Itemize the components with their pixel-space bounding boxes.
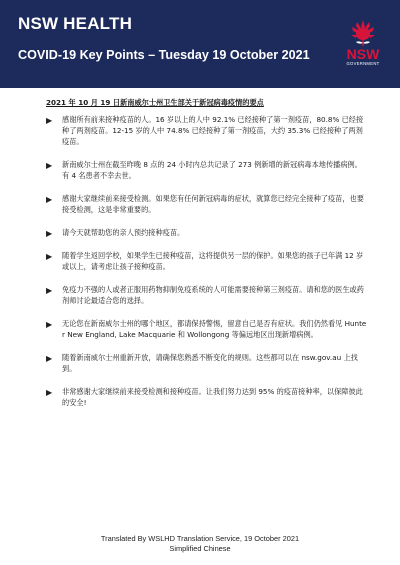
language-label: Simplified Chinese [169, 544, 231, 553]
key-points-list [46, 114, 368, 420]
header-banner [0, 0, 400, 88]
bullet-arrow-icon: ▶ [46, 229, 53, 238]
bullet-arrow-icon: ▶ [46, 252, 53, 261]
nsw-government-logo [340, 18, 386, 76]
logo-subtitle: GOVERNMENT [346, 61, 380, 66]
list-item [46, 159, 368, 181]
bullet-arrow-icon: ▶ [46, 388, 53, 397]
point-text: 随着新南威尔士州重新开放，请确保您熟悉不断变化的规则。这些都可以在 nsw.gov.au 上找到。 [62, 353, 358, 373]
list-item [46, 114, 368, 147]
point-text: 请今天就帮助您的亲人预约接种疫苗。 [62, 228, 185, 237]
bullet-arrow-icon: ▶ [46, 320, 53, 329]
list-item [46, 284, 368, 306]
point-text: 感谢所有前来接种疫苗的人。16 岁以上的人中 92.1% 已经接种了第一剂疫苗，80.8% 已经接种了两剂疫苗。12-15 岁的人中 74.8% 已经接种了第一剂疫苗，大约 35.3% 已经接种了两剂疫苗。 [62, 115, 364, 146]
list-item [46, 318, 368, 340]
logo-wordmark: NSW [346, 46, 380, 62]
point-text: 免疫力不强的人或者正服用药物抑制免疫系统的人可能需要接种第三剂疫苗。请和您的医生或药剂师讨论最适合您的选择。 [62, 285, 364, 305]
org-name: NSW HEALTH [18, 14, 133, 33]
point-text: 随着学生返回学校，如果学生已接种疫苗，这将提供另一层的保护。如果您的孩子已年满 12 岁或以上，请考虑让孩子接种疫苗。 [62, 251, 364, 271]
bullet-arrow-icon: ▶ [46, 116, 53, 125]
bullet-arrow-icon: ▶ [46, 195, 53, 204]
page-title: COVID-19 Key Points – Tuesday 19 October 2021 [18, 48, 310, 62]
list-item [46, 193, 368, 215]
list-item [46, 227, 368, 238]
footer [0, 534, 400, 554]
document-heading: 2021 年 10 月 19 日新南威尔士州卫生部关于新冠病毒疫情的要点 [46, 98, 264, 107]
point-text: 感谢大家继续前来接受检测。如果您有任何新冠病毒的症状，就算您已经完全接种了疫苗，也要接受检测，这是非常重要的。 [62, 194, 364, 214]
bullet-arrow-icon: ▶ [46, 161, 53, 170]
point-text: 无论您在新南威尔士州的哪个地区，都请保持警惕，留意自己是否有症状。我们仍然看见 Hunter New England, Lake Macquarie 和 Wollongong 等偏远地区出现新增病例。 [62, 319, 367, 339]
point-text: 新南威尔士州在截至昨晚 8 点的 24 小时内总共记录了 273 例新增的新冠病毒本地传播病例。有 4 名患者不幸去世。 [62, 160, 362, 180]
list-item [46, 352, 368, 374]
list-item [46, 250, 368, 272]
bullet-arrow-icon: ▶ [46, 286, 53, 295]
point-text: 非常感谢大家继续前来接受检测和接种疫苗。让我们努力达到 95% 的疫苗接种率，以保障彼此的安全! [62, 387, 363, 407]
bullet-arrow-icon: ▶ [46, 354, 53, 363]
list-item [46, 386, 368, 408]
translation-credit: Translated By WSLHD Translation Service, 19 October 2021 [100, 534, 300, 543]
waratah-icon [348, 18, 378, 46]
